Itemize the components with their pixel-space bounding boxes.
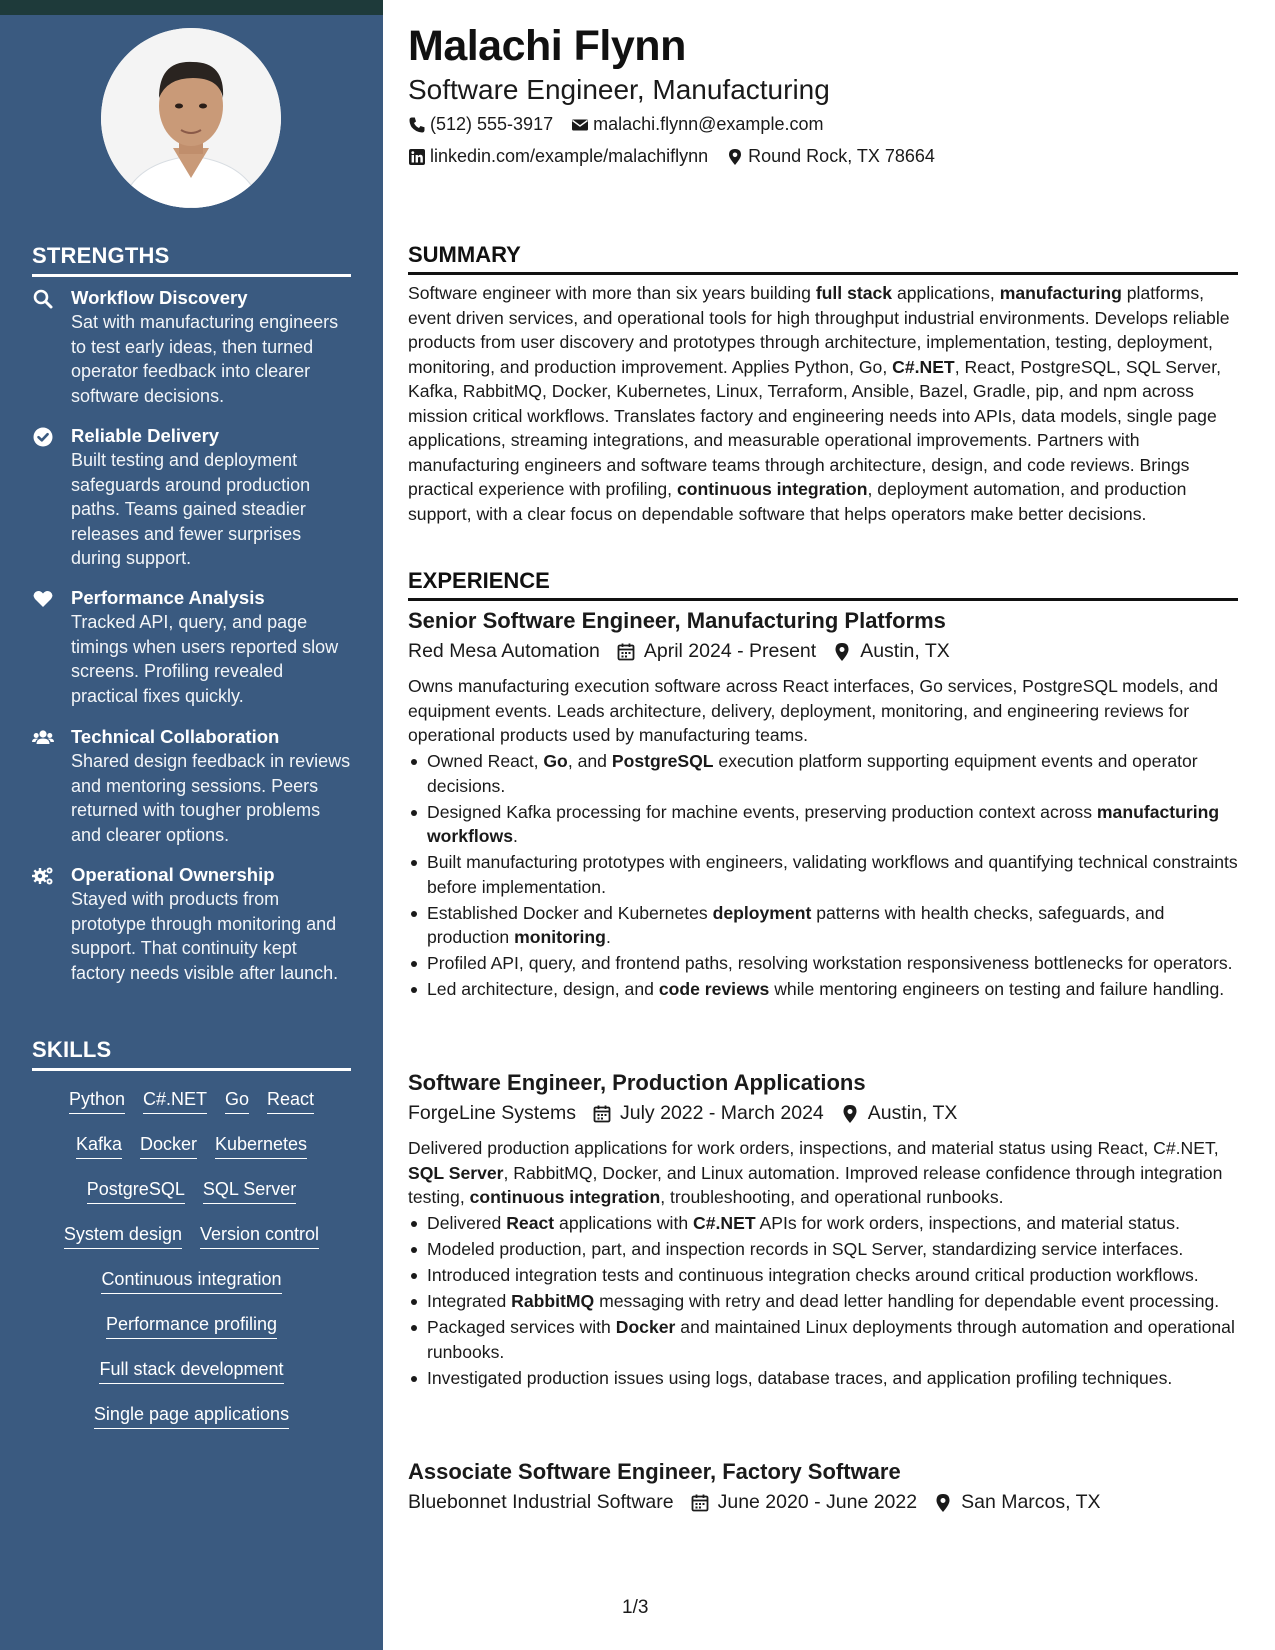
bullet-item: Investigated production issues using logs, database traces, and application profiling techniques. [408, 1366, 1238, 1391]
skill-tag: SQL Server [203, 1178, 296, 1204]
search-icon [32, 288, 54, 310]
company-name: Bluebonnet Industrial Software [408, 1491, 674, 1513]
company-name: ForgeLine Systems [408, 1102, 576, 1124]
strength-description: Built testing and deployment safeguards around production paths. Teams gained steadier releases and fewer surprises during support. [71, 450, 311, 568]
top-strip [0, 0, 383, 15]
strength-title: Performance Analysis [71, 587, 265, 608]
bullet-item: Established Docker and Kubernetes deployment patterns with health checks, safeguards, and production monitoring. [408, 901, 1238, 950]
map-pin-icon [832, 642, 852, 662]
skill-row [32, 1358, 351, 1403]
job-dates: July 2022 - March 2024 [620, 1102, 824, 1124]
skill-row [32, 1178, 351, 1223]
location-text: Round Rock, TX 78664 [748, 146, 935, 166]
job-bullets [408, 1211, 1238, 1392]
contact-row [408, 146, 935, 167]
map-pin-icon [840, 1104, 860, 1124]
skill-tag: Single page applications [94, 1403, 289, 1429]
calendar-icon [616, 642, 636, 662]
job-title: Senior Software Engineer, Manufacturing Platforms [408, 608, 946, 633]
contact-row [408, 114, 823, 135]
phone-icon [408, 116, 426, 134]
skill-row [32, 1313, 351, 1358]
strength-item [32, 424, 352, 571]
map-pin-icon [933, 1493, 953, 1513]
skill-tag: Kubernetes [215, 1133, 307, 1159]
skill-tag: Performance profiling [106, 1313, 277, 1339]
strength-title: Technical Collaboration [71, 726, 280, 747]
skill-row [32, 1088, 351, 1133]
job-meta [408, 1491, 1101, 1514]
calendar-icon [592, 1104, 612, 1124]
bullet-item: Built manufacturing prototypes with engineers, validating workflows and quantifying technical constraints before implementation. [408, 850, 1238, 899]
job-title: Associate Software Engineer, Factory Software [408, 1459, 901, 1484]
email-link[interactable]: malachi.flynn@example.com [593, 114, 824, 134]
candidate-name: Malachi Flynn [408, 22, 686, 70]
skill-tag: Full stack development [99, 1358, 283, 1384]
bullet-item: Integrated RabbitMQ messaging with retry and dead letter handling for dependable event processing. [408, 1289, 1238, 1314]
map-pin-icon [726, 148, 744, 166]
skill-tag: System design [64, 1223, 182, 1249]
strength-title: Workflow Discovery [71, 287, 248, 308]
company-name: Red Mesa Automation [408, 640, 600, 662]
strength-item [32, 286, 352, 408]
strength-description: Shared design feedback in reviews and mentoring sessions. Peers returned with tougher problems and clearer options. [71, 751, 351, 845]
skill-tag: Docker [140, 1133, 197, 1159]
job-summary: Owns manufacturing execution software across React interfaces, Go services, PostgreSQL models, and equipment events. Leads architecture, delivery, deployment, monitoring, and engineering reviews for operational products used by manufacturing teams. [408, 676, 1219, 745]
profile-photo [101, 28, 281, 208]
envelope-icon [571, 116, 589, 134]
strength-title: Reliable Delivery [71, 425, 220, 446]
skill-tag: Continuous integration [101, 1268, 281, 1294]
bullet-item: Introduced integration tests and continuous integration checks around critical production workflows. [408, 1263, 1238, 1288]
bullet-item: Designed Kafka processing for machine events, preserving production context across manufacturing workflows. [408, 800, 1238, 849]
strength-title: Operational Ownership [71, 864, 275, 885]
sidebar [0, 15, 383, 1650]
linkedin-icon [408, 148, 426, 166]
strength-description: Tracked API, query, and page timings when users reported slow screens. Profiling revealed practical fixes quickly. [71, 612, 339, 706]
gears-icon [32, 865, 54, 887]
strengths-heading: STRENGTHS [32, 243, 351, 277]
linkedin-link[interactable]: linkedin.com/example/malachiflynn [430, 146, 709, 166]
skills-list [32, 1088, 351, 1448]
skill-tag: Version control [200, 1223, 319, 1249]
strength-item [32, 863, 352, 985]
job-bullets [408, 749, 1238, 1003]
job-meta [408, 1102, 957, 1125]
bullet-item: Delivered React applications with C#.NET APIs for work orders, inspections, and material status. [408, 1211, 1238, 1236]
summary-heading: SUMMARY [408, 242, 1238, 275]
candidate-role: Software Engineer, Manufacturing [408, 74, 830, 105]
skills-heading: SKILLS [32, 1037, 351, 1071]
skill-row [32, 1268, 351, 1313]
job-location: Austin, TX [860, 640, 950, 662]
skill-row [32, 1133, 351, 1178]
bullet-item: Modeled production, part, and inspection records in SQL Server, standardizing service interfaces. [408, 1237, 1238, 1262]
skill-tag: PostgreSQL [87, 1178, 185, 1204]
heart-icon [32, 588, 54, 610]
skill-row [32, 1403, 351, 1448]
users-icon [32, 727, 54, 749]
skill-tag: React [267, 1088, 314, 1114]
job-location: San Marcos, TX [961, 1491, 1101, 1513]
strength-item [32, 586, 352, 708]
job-dates: April 2024 - Present [643, 640, 817, 662]
experience-heading: EXPERIENCE [408, 568, 1238, 601]
page-number: 1/3 [622, 1597, 649, 1618]
strength-item [32, 725, 352, 847]
job-location: Austin, TX [867, 1102, 958, 1124]
bullet-item: Profiled API, query, and frontend paths, resolving workstation responsiveness bottlenecks for operators. [408, 951, 1238, 976]
summary-text: Software engineer with more than six years building full stack applications, manufacturing platforms, event driven services, and operational tools for high throughput industrial environments. Develops reliable products from user discovery and prototypes through architecture, implementation, testing, deployment, monitoring, and production improvement. Applies Python, Go, C#.NET, React, PostgreSQL, SQL Server, Kafka, RabbitMQ, Docker, Kubernetes, Linux, Terraform, Ansible, Bazel, Gradle, pip, and npm across mission critical workflows. Translates factory and engineering needs into APIs, data models, single page applications, streaming integrations, and measurable operational improvements. Partners with manufacturing engineers and software teams through architecture, design, and code reviews. Brings practical experience with profiling, continuous integration, deployment automation, and production support, with a clear focus on dependable software that helps operators make better decisions. [408, 283, 1230, 524]
skill-tag: C#.NET [143, 1088, 207, 1114]
check-circle-icon [32, 426, 54, 448]
calendar-icon [690, 1493, 710, 1513]
bullet-item: Packaged services with Docker and maintained Linux deployments through automation and operational runbooks. [408, 1315, 1238, 1364]
job-summary: Delivered production applications for work orders, inspections, and material status using React, C#.NET, SQL Server, RabbitMQ, Docker, and Linux automation. Improved release confidence through integration testing, continuous integration, troubleshooting, and operational runbooks. [408, 1138, 1223, 1207]
skill-row [32, 1223, 351, 1268]
skill-tag: Kafka [76, 1133, 122, 1159]
bullet-item: Led architecture, design, and code reviews while mentoring engineers on testing and failure handling. [408, 977, 1238, 1002]
job-dates: June 2020 - June 2022 [717, 1491, 918, 1513]
bullet-item: Owned React, Go, and PostgreSQL execution platform supporting equipment events and operator decisions. [408, 749, 1238, 798]
job-title: Software Engineer, Production Applications [408, 1070, 866, 1095]
skill-tag: Go [225, 1088, 249, 1114]
skill-tag: Python [69, 1088, 125, 1114]
strength-description: Stayed with products from prototype through monitoring and support. That continuity kept factory needs visible after launch. [71, 889, 339, 983]
job-meta [408, 640, 950, 663]
strength-description: Sat with manufacturing engineers to test early ideas, then turned operator feedback into clearer software decisions. [71, 312, 339, 406]
phone-number[interactable]: (512) 555-3917 [430, 114, 554, 134]
